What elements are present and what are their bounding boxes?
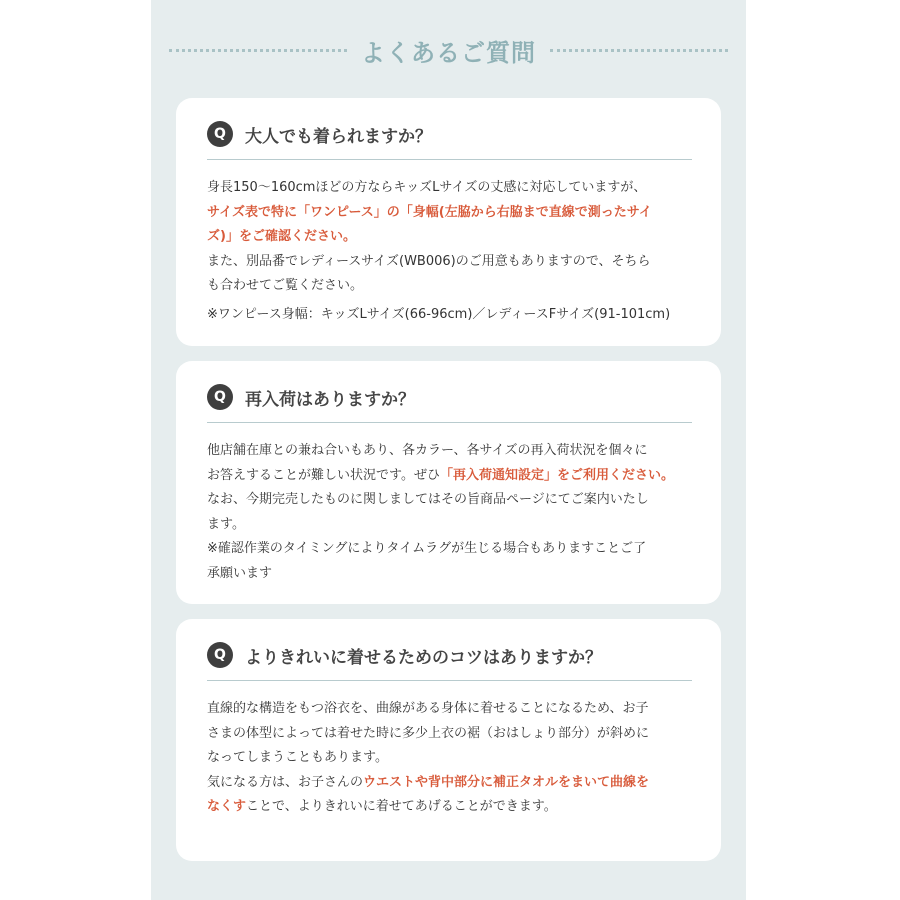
q-badge-icon: Q xyxy=(207,121,233,147)
answer-text: ことで、よりきれいに着せてあげることができます。 xyxy=(246,799,557,814)
restock-notice-link[interactable]: 「再入荷通知設定」をご利用ください。 xyxy=(439,467,674,483)
answer-line: なってしまうこともあります。 xyxy=(207,750,388,765)
faq-card xyxy=(176,98,721,346)
q-badge-icon: Q xyxy=(207,384,233,410)
dotted-divider-right xyxy=(550,49,728,52)
dotted-divider-left xyxy=(169,49,347,52)
answer-line xyxy=(207,795,701,820)
question-divider xyxy=(207,680,692,681)
answer-text: お答えすることが難しい状況です。ぜひ xyxy=(207,467,440,483)
faq-question-row xyxy=(207,383,693,411)
answer-line: なお、今期完売したものに関しましてはその旨商品ページにてご案内いたし xyxy=(207,492,649,507)
answer-highlight: サイズ表で特に「ワンピース」の「身幅(左脇から右脇まで直線で測ったサイ xyxy=(207,204,652,220)
answer-highlight: ウエストや背中部分に補正タオルをまいて曲線を xyxy=(363,774,650,790)
answer-highlight: なくす xyxy=(207,799,247,814)
faq-answer xyxy=(207,697,701,820)
answer-line: 身長150〜160cmほどの方ならキッズLサイズの丈感に対応していますが、 xyxy=(207,180,647,195)
answer-line xyxy=(207,464,701,489)
faq-heading xyxy=(151,28,746,72)
faq-question: よりきれいに着せるためのコツはありますか？ xyxy=(245,647,602,668)
faq-question-row xyxy=(207,641,693,669)
faq-answer xyxy=(207,176,701,327)
faq-question-row xyxy=(207,120,693,148)
faq-panel xyxy=(151,0,746,900)
faq-answer xyxy=(207,439,701,586)
faq-card xyxy=(176,361,721,604)
answer-highlight: ズ)」をご確認ください。 xyxy=(207,229,356,244)
answer-line: ます。 xyxy=(207,516,245,532)
q-badge-icon: Q xyxy=(207,642,233,668)
answer-line: も合わせてご覧ください。 xyxy=(207,278,364,293)
faq-card xyxy=(176,619,721,861)
answer-note: ※ワンピース身幅：キッズLサイズ(66-96cm)／レディースFサイズ(91-101cm) xyxy=(207,306,671,322)
answer-line: 直線的な構造をもつ浴衣を、曲線がある身体に着せることになるため、お子 xyxy=(207,701,649,716)
answer-line xyxy=(207,771,701,796)
faq-question: 大人でも着られますか？ xyxy=(245,126,432,147)
answer-line: 承願います xyxy=(207,565,273,581)
answer-line: 他店舗在庫との兼ね合いもあり、各カラー、各サイズの再入荷状況を個々に xyxy=(207,443,648,458)
page-title: よくあるご質問 xyxy=(361,38,536,67)
answer-line: さまの体型によっては着せた時に多少上衣の裾（おはしょり部分）が斜めに xyxy=(207,725,650,741)
answer-text: 気になる方は、お子さんの xyxy=(207,774,364,790)
answer-line: また、別品番でレディースサイズ(WB006)のご用意もありますので、そちら xyxy=(207,253,651,269)
question-divider xyxy=(207,159,692,160)
faq-question: 再入荷はありますか？ xyxy=(245,389,415,410)
question-divider xyxy=(207,422,692,423)
answer-line: ※確認作業のタイミングによりタイムラグが生じる場合もありますことご了 xyxy=(207,541,647,556)
